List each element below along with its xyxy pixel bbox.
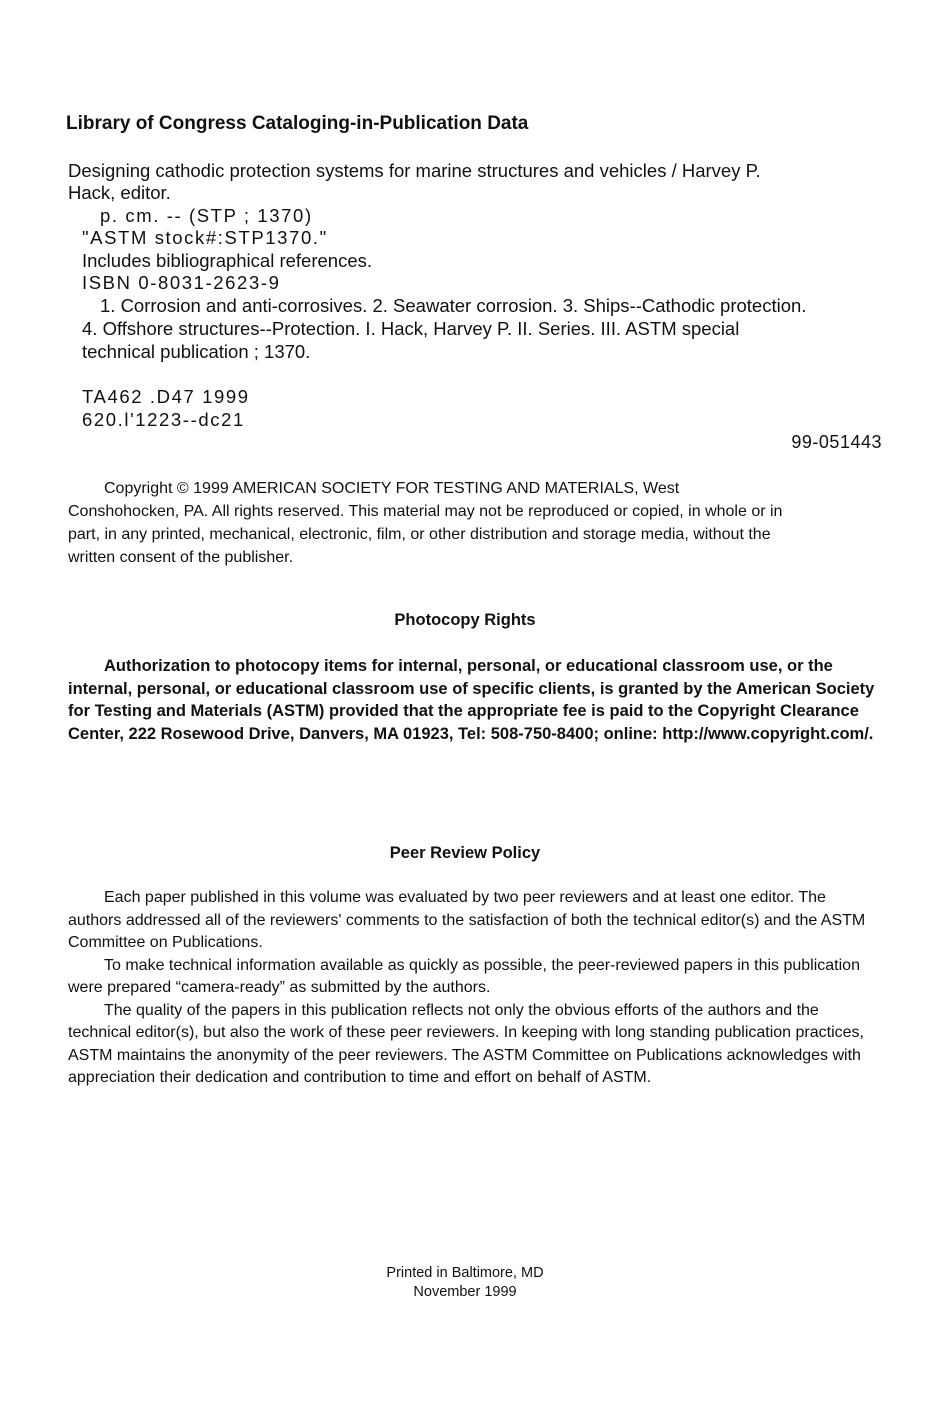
peer-review-paragraph-2: To make technical information available as quickly as possible, the peer-reviewed papers in this publication were prepared “camera-ready” as submitted by the authors. <box>68 956 860 996</box>
cip-title-line-1: Designing cathodic protection systems for marine structures and vehicles / Harvey P. <box>68 160 761 181</box>
printed-date: November 1999 <box>413 1284 517 1300</box>
cip-isbn-line: ISBN 0-8031-2623-9 <box>82 272 281 293</box>
peer-review-paragraph-3: The quality of the papers in this publication reflects not only the obvious efforts of the authors and the technical editor(s), but also the work of these peer reviewers. In keeping with long standing publication practices, ASTM maintains the anonymity of the peer reviewers. The ASTM Committee on Publications acknowledges with appreciation their dedication and contribution to time and effort on behalf of ASTM. <box>68 1001 864 1086</box>
cip-stock-line: "ASTM stock#:STP1370." <box>82 227 328 248</box>
cip-title-line-2: Hack, editor. <box>68 182 171 203</box>
photocopy-heading: Photocopy Rights <box>394 611 536 629</box>
cip-heading: Library of Congress Cataloging-in-Publication Data <box>66 113 529 134</box>
cip-bibliography-line: Includes bibliographical references. <box>82 250 373 271</box>
photocopy-section <box>68 655 883 745</box>
cip-lccn: 99-051443 <box>791 432 882 452</box>
copyright-line-3: part, in any printed, mechanical, electronic, film, or other distribution and storage media, without the <box>68 526 771 543</box>
copyright-line-4: written consent of the publisher. <box>68 549 294 566</box>
cip-series-line: p. cm. -- (STP ; 1370) <box>100 205 313 226</box>
cip-lc-classification: TA462 .D47 1999 <box>82 386 250 407</box>
cip-dewey-classification: 620.l'1223--dc21 <box>82 409 245 430</box>
copyright-line-2: Conshohocken, PA. All rights reserved. This material may not be reproduced or copied, in whole or in <box>68 503 783 520</box>
peer-review-section <box>68 887 868 1090</box>
printed-place: Printed in Baltimore, MD <box>386 1265 544 1281</box>
cip-subjects-line-2: 4. Offshore structures--Protection. I. Hack, Harvey P. II. Series. III. ASTM special <box>82 318 740 339</box>
cip-subjects-line-1: 1. Corrosion and anti-corrosives. 2. Seawater corrosion. 3. Ships--Cathodic protection. <box>100 295 807 316</box>
copyright-line-1: Copyright © 1999 AMERICAN SOCIETY FOR TESTING AND MATERIALS, West <box>104 480 680 497</box>
peer-review-heading: Peer Review Policy <box>389 844 541 862</box>
copyright-notice <box>68 477 868 569</box>
photocopy-body: Authorization to photocopy items for internal, personal, or educational classroom use, or the internal, personal, or educational classroom use of specific clients, is granted by the American Society for Testing and Materials (ASTM) provided that the appropriate fee is paid to the Copyright Clearance Center, 222 Rosewood Drive, Danvers, MA 01923, Tel: 508-750-8400; online: http://www.copyright.com/. <box>68 657 875 743</box>
cip-subjects-line-3: technical publication ; 1370. <box>82 341 311 362</box>
peer-review-paragraph-1: Each paper published in this volume was evaluated by two peer reviewers and at least one editor. The authors addressed all of the reviewers' comments to the satisfaction of both the technical editor(s) and the ASTM Committee on Publications. <box>68 889 866 951</box>
